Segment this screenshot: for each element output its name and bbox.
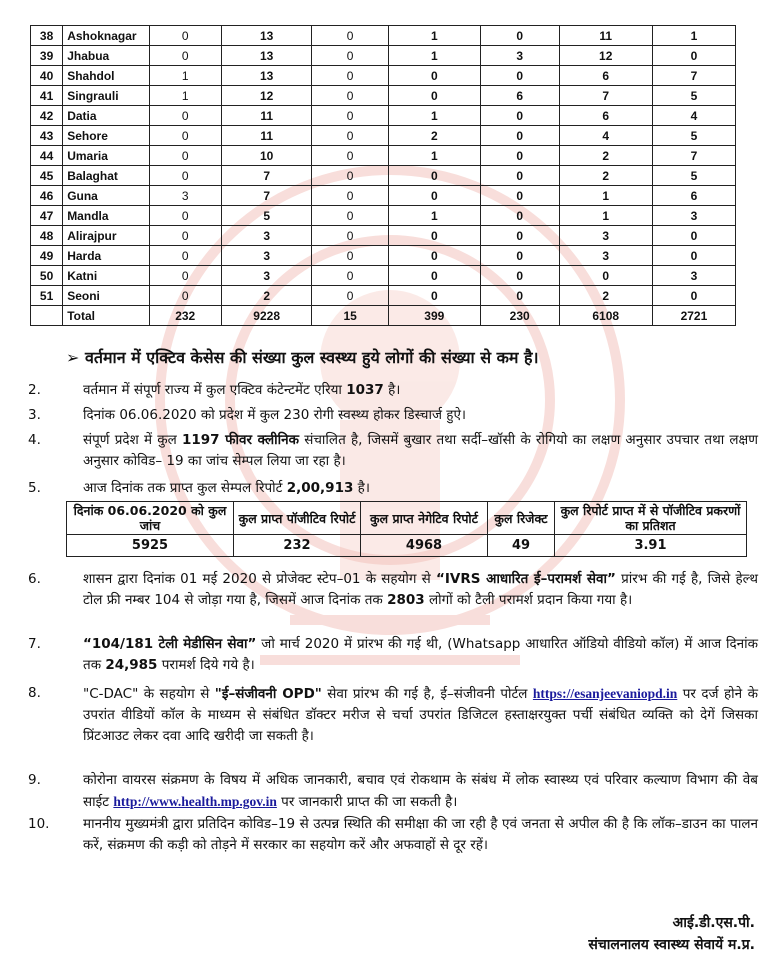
row-number: 48: [31, 226, 63, 246]
col-3-value: 0: [312, 66, 389, 86]
col-6-value: 7: [559, 86, 652, 106]
col-6-value: 0: [559, 266, 652, 286]
col-2-value: 11: [221, 106, 311, 126]
col-2-value: 3: [221, 246, 311, 266]
col-5-value: 0: [480, 186, 559, 206]
consultation-count: 24,985: [105, 657, 158, 673]
col-3-value: 0: [312, 206, 389, 226]
col-7-value: 7: [652, 66, 735, 86]
headline: ➢ वर्तमान में एक्टिव केसेस की संख्या कुल स्वस्थ्य हुये लोगों की संख्या से कम है।: [66, 348, 539, 367]
col-5-value: 0: [480, 286, 559, 306]
col-1-value: 0: [149, 226, 221, 246]
col-5-value: 0: [480, 66, 559, 86]
table-row: [31, 226, 736, 246]
col-6-value: 1: [559, 186, 652, 206]
col-4-value: 1: [388, 46, 480, 66]
signature-line-2: संचालनालय स्वास्थ्य सेवायें म.प्र.: [588, 937, 755, 953]
row-number: [31, 306, 63, 326]
col-1-value: 0: [149, 166, 221, 186]
col-4-value: 0: [388, 246, 480, 266]
col-3-value: 0: [312, 186, 389, 206]
item-6: [28, 569, 758, 611]
item-text: है।: [353, 480, 370, 496]
sample-header: कुल प्राप्त नेगेटिव रिपोर्ट: [361, 502, 488, 535]
col-2-value: 12: [221, 86, 311, 106]
item-7: [28, 634, 758, 676]
item-text: वर्तमान में संपूर्ण राज्य में कुल एक्टिव कंटेन्टमेंट एरिया: [83, 382, 347, 398]
item-text: संचालित है, जिसमें बुखार तथा सर्दी–खॉसी के रोगियो का लक्षण अनुसार उपचार तथा लक्षण अनुसार कोविड– 19 का जांच सेम्पल लिया जा रहा है।: [83, 432, 758, 469]
col-6-value: 1: [559, 206, 652, 226]
district-name: Ashoknagar: [63, 26, 149, 46]
district-name: Katni: [63, 266, 149, 286]
col-3-value: 0: [312, 126, 389, 146]
district-name: Seoni: [63, 286, 149, 306]
col-1-value: 232: [149, 306, 221, 326]
item-text: जो मार्च 2020 में प्रांरभ की गई थी, (Whatsapp आधारित ऑडियो वीडियो कॉल) में आज दिनांक तक: [83, 636, 759, 673]
fever-clinic-count: 1197 फीवर क्लीनिक: [181, 432, 300, 448]
row-number: 38: [31, 26, 63, 46]
item-9: [28, 770, 758, 813]
col-3-value: 15: [312, 306, 389, 326]
item-text: पर जानकारी प्राप्त की जा सकती है।: [276, 794, 458, 810]
col-4-value: 0: [388, 186, 480, 206]
col-6-value: 6: [559, 66, 652, 86]
sample-value: 49: [488, 535, 555, 557]
col-6-value: 3: [559, 226, 652, 246]
item-text: पर दर्ज होने के उपरांत वीडियों कॉल के माध्यम से संबंधित डॉक्टर मरीज से चर्चा उपरांत डिजिटल हस्ताक्षरयुक्त पर्ची संबंधित व्यक्ति को देगें जिसका प्रिंटआउट लेकर दवा आदि खरीदी जा सकती है।: [83, 686, 758, 744]
col-2-value: 3: [221, 266, 311, 286]
signature-block: [588, 912, 755, 956]
item-3: [28, 405, 758, 426]
col-1-value: 1: [149, 66, 221, 86]
sample-header: दिनांक 06.06.2020 को कुल जांच: [67, 502, 234, 535]
item-number: 3.: [28, 407, 41, 423]
col-6-value: 4: [559, 126, 652, 146]
row-number: 39: [31, 46, 63, 66]
item-number: 2.: [28, 382, 41, 398]
esanjeevani-service-name: "ई–संजीवनी OPD": [214, 686, 322, 702]
item-text: शासन द्वारा दिनांक 01 मई 2020 से प्रोजेक्ट स्टेप–01 के सहयोग से: [83, 571, 436, 587]
col-2-value: 5: [221, 206, 311, 226]
sample-header: कुल रिजेक्ट: [488, 502, 555, 535]
item-number: 9.: [28, 772, 41, 788]
col-2-value: 3: [221, 226, 311, 246]
col-4-value: 0: [388, 86, 480, 106]
col-5-value: 0: [480, 226, 559, 246]
district-name: Singrauli: [63, 86, 149, 106]
item-text: सेवा प्रांरभ की गई है, ई–संजीवनी पोर्टल: [321, 686, 533, 702]
col-1-value: 0: [149, 286, 221, 306]
district-name: Harda: [63, 246, 149, 266]
col-1-value: 1: [149, 86, 221, 106]
col-3-value: 0: [312, 106, 389, 126]
item-text: लोगों को टैली परामर्श प्रदान किया गया है।: [424, 592, 633, 608]
item-4: [28, 430, 758, 472]
district-table: [30, 25, 736, 326]
table-row: [31, 186, 736, 206]
district-name: Jhabua: [63, 46, 149, 66]
col-5-value: 0: [480, 166, 559, 186]
col-7-value: 5: [652, 166, 735, 186]
district-name: Guna: [63, 186, 149, 206]
item-number: 7.: [28, 636, 41, 652]
col-6-value: 2: [559, 286, 652, 306]
col-3-value: 0: [312, 26, 389, 46]
col-4-value: 1: [388, 146, 480, 166]
sample-value: 5925: [67, 535, 234, 557]
row-number: 50: [31, 266, 63, 286]
col-7-value: 0: [652, 246, 735, 266]
col-5-value: 0: [480, 106, 559, 126]
item-text: कोरोना वायरस संक्रमण के विषय में अधिक जानकारी, बचाव एवं रोकथाम के संबंध में लोक स्वास्थ्य एवं परिवार कल्याण विभाग की वेब साईट: [83, 772, 758, 810]
col-3-value: 0: [312, 246, 389, 266]
col-5-value: 0: [480, 266, 559, 286]
col-1-value: 0: [149, 246, 221, 266]
item-5: [28, 478, 758, 499]
col-7-value: 7: [652, 146, 735, 166]
col-6-value: 11: [559, 26, 652, 46]
item-2: [28, 380, 758, 401]
row-number: 49: [31, 246, 63, 266]
row-number: 46: [31, 186, 63, 206]
sample-report-count: 2,00,913: [286, 480, 354, 496]
district-name: Datia: [63, 106, 149, 126]
item-number: 8.: [28, 685, 41, 701]
item-number: 5.: [28, 480, 41, 496]
col-2-value: 13: [221, 46, 311, 66]
col-5-value: 0: [480, 26, 559, 46]
item-text: परामर्श दिये गये है।: [157, 657, 255, 673]
col-4-value: 1: [388, 206, 480, 226]
district-name: Mandla: [63, 206, 149, 226]
row-number: 43: [31, 126, 63, 146]
col-7-value: 6: [652, 186, 735, 206]
col-4-value: 2: [388, 126, 480, 146]
item-text: दिनांक 06.06.2020 को प्रदेश में कुल 230 रोगी स्वस्थ्य होकर डिस्चार्ज हुऐ।: [83, 407, 467, 423]
col-2-value: 7: [221, 186, 311, 206]
col-4-value: 0: [388, 166, 480, 186]
col-3-value: 0: [312, 286, 389, 306]
row-number: 44: [31, 146, 63, 166]
col-4-value: 1: [388, 106, 480, 126]
row-number: 42: [31, 106, 63, 126]
col-2-value: 2: [221, 286, 311, 306]
col-5-value: 230: [480, 306, 559, 326]
esanjeevani-link[interactable]: https://esanjeevaniopd.in: [532, 686, 678, 701]
col-1-value: 0: [149, 26, 221, 46]
ivrs-service-name: “IVRS आधारित ई–परामर्श सेवा”: [436, 571, 616, 587]
col-3-value: 0: [312, 146, 389, 166]
col-5-value: 0: [480, 206, 559, 226]
col-7-value: 2721: [652, 306, 735, 326]
col-7-value: 0: [652, 286, 735, 306]
district-name: Shahdol: [63, 66, 149, 86]
item-text: है।: [383, 382, 401, 398]
col-4-value: 0: [388, 286, 480, 306]
col-3-value: 0: [312, 226, 389, 246]
table-row: [31, 286, 736, 306]
col-6-value: 2: [559, 146, 652, 166]
item-number: 6.: [28, 571, 41, 587]
col-1-value: 0: [149, 266, 221, 286]
col-6-value: 3: [559, 246, 652, 266]
sample-value: 232: [234, 535, 361, 557]
item-text: "C-DAC" के सहयोग से: [83, 686, 215, 702]
col-6-value: 6: [559, 106, 652, 126]
col-3-value: 0: [312, 166, 389, 186]
ivrs-count: 2803: [387, 592, 425, 608]
col-5-value: 0: [480, 126, 559, 146]
col-1-value: 0: [149, 206, 221, 226]
col-7-value: 3: [652, 206, 735, 226]
district-name: Balaghat: [63, 166, 149, 186]
row-number: 45: [31, 166, 63, 186]
col-7-value: 0: [652, 46, 735, 66]
item-text: प्रांरभ की गई है, जिसे हेल्थ टोल फ्री नम्बर 104 से जोड़ा गया है, जिसमें आज दिनांक तक: [83, 571, 758, 608]
table-row: [31, 86, 736, 106]
col-7-value: 5: [652, 86, 735, 106]
col-5-value: 3: [480, 46, 559, 66]
total-row: [31, 306, 736, 326]
item-8: [28, 683, 758, 747]
col-5-value: 0: [480, 146, 559, 166]
district-name: Alirajpur: [63, 226, 149, 246]
table-row: [31, 126, 736, 146]
col-7-value: 3: [652, 266, 735, 286]
col-6-value: 6108: [559, 306, 652, 326]
col-5-value: 6: [480, 86, 559, 106]
table-row: [31, 26, 736, 46]
col-2-value: 10: [221, 146, 311, 166]
col-3-value: 0: [312, 266, 389, 286]
col-1-value: 0: [149, 126, 221, 146]
table-row: [31, 246, 736, 266]
col-1-value: 0: [149, 106, 221, 126]
col-1-value: 0: [149, 146, 221, 166]
telemedicine-service-name: “104/181 टेली मेडीसिन सेवा”: [83, 636, 257, 652]
district-name: Total: [63, 306, 149, 326]
row-number: 51: [31, 286, 63, 306]
col-2-value: 7: [221, 166, 311, 186]
sample-header: कुल रिपोर्ट प्राप्त में से पॉजीटिव प्रकरणों का प्रतिशत: [555, 502, 747, 535]
health-website-link[interactable]: http://www.health.mp.gov.in: [113, 794, 277, 809]
col-7-value: 5: [652, 126, 735, 146]
sample-value: 4968: [361, 535, 488, 557]
col-2-value: 13: [221, 26, 311, 46]
table-row: [31, 46, 736, 66]
item-text: माननीय मुख्यमंत्री द्वारा प्रतिदिन कोविड–19 से उत्पन्न स्थिति की समीक्षा की जा रही है एवं जनता से अपील की है कि लॉक–डाउन का पालन करें, संक्रमण की कड़ी को तोड़ने में सरकार का सहयोग करें और अफवाहों से दूर रहें।: [83, 816, 758, 853]
table-row: [31, 146, 736, 166]
col-3-value: 0: [312, 86, 389, 106]
col-6-value: 2: [559, 166, 652, 186]
col-5-value: 0: [480, 246, 559, 266]
table-row: [31, 166, 736, 186]
table-row: [31, 266, 736, 286]
col-4-value: 399: [388, 306, 480, 326]
col-7-value: 1: [652, 26, 735, 46]
table-row: [31, 106, 736, 126]
sample-summary-table: [66, 501, 747, 557]
col-4-value: 1: [388, 26, 480, 46]
col-4-value: 0: [388, 266, 480, 286]
item-number: 10.: [28, 816, 50, 832]
col-6-value: 12: [559, 46, 652, 66]
row-number: 41: [31, 86, 63, 106]
row-number: 47: [31, 206, 63, 226]
sample-header: कुल प्राप्त पॉजीटिव रिपोर्ट: [234, 502, 361, 535]
sample-value: 3.91: [555, 535, 747, 557]
col-7-value: 4: [652, 106, 735, 126]
item-text: आज दिनांक तक प्राप्त कुल सेम्पल रिपोर्ट: [83, 480, 287, 496]
signature-line-1: आई.डी.एस.पी.: [672, 915, 755, 931]
col-7-value: 0: [652, 226, 735, 246]
item-10: [28, 814, 758, 856]
row-number: 40: [31, 66, 63, 86]
item-number: 4.: [28, 432, 41, 448]
district-name: Sehore: [63, 126, 149, 146]
table-row: [31, 206, 736, 226]
item-text: संपूर्ण प्रदेश में कुल: [83, 432, 182, 448]
col-1-value: 0: [149, 46, 221, 66]
table-row: [31, 66, 736, 86]
col-2-value: 13: [221, 66, 311, 86]
district-name: Umaria: [63, 146, 149, 166]
col-4-value: 0: [388, 226, 480, 246]
active-area-count: 1037: [346, 382, 384, 398]
col-3-value: 0: [312, 46, 389, 66]
col-4-value: 0: [388, 66, 480, 86]
col-2-value: 9228: [221, 306, 311, 326]
col-1-value: 3: [149, 186, 221, 206]
col-2-value: 11: [221, 126, 311, 146]
